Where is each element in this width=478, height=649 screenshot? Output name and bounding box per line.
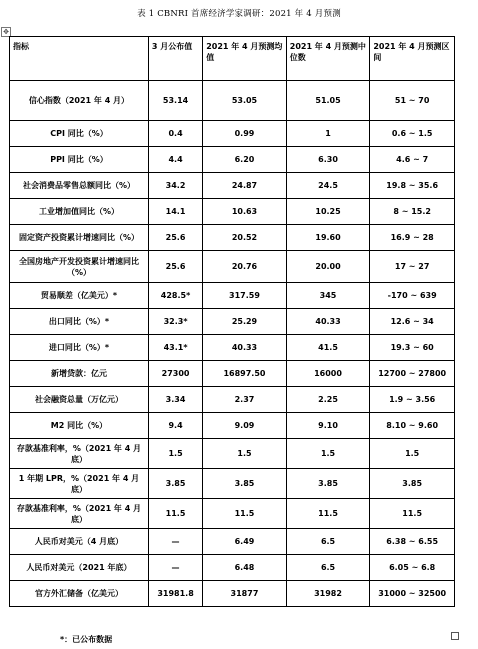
row-march-value-cell: 25.6 [148,225,202,251]
row-indicator-cell: 存款基准利率，%（2021 年 4 月底） [10,439,149,469]
table-row [10,225,455,251]
row-forecast-median-cell: 1 [286,121,370,147]
row-forecast-range-cell: 31000 ~ 32500 [370,581,455,607]
row-forecast-mean-cell: 20.76 [203,251,287,283]
table-move-handle-icon[interactable]: ✥ [1,27,11,37]
row-forecast-range-cell: 8.10 ~ 9.60 [370,413,455,439]
table-row [10,529,455,555]
row-forecast-median-cell: 16000 [286,361,370,387]
header-forecast-range: 2021 年 4 月预测区间 [370,37,455,81]
row-forecast-median-cell: 2.25 [286,387,370,413]
row-forecast-mean-cell: 10.63 [203,199,287,225]
row-forecast-mean-cell: 16897.50 [203,361,287,387]
table-row [10,283,455,309]
row-march-value-cell: 3.34 [148,387,202,413]
row-indicator-cell: 社会融资总量（万亿元） [10,387,149,413]
row-forecast-mean-cell: 3.85 [203,469,287,499]
table-row [10,121,455,147]
row-forecast-mean-cell: 6.48 [203,555,287,581]
forecast-table [9,36,455,607]
table-row [10,361,455,387]
row-indicator-cell: M2 同比（%） [10,413,149,439]
row-forecast-median-cell: 19.60 [286,225,370,251]
table-row [10,499,455,529]
row-forecast-median-cell: 3.85 [286,469,370,499]
row-forecast-range-cell: 11.5 [370,499,455,529]
table-row [10,251,455,283]
row-forecast-mean-cell: 6.49 [203,529,287,555]
table-row [10,335,455,361]
row-indicator-cell: 信心指数（2021 年 4 月） [10,81,149,121]
row-march-value-cell: 3.85 [148,469,202,499]
table-caption: 表 1 CBNRI 首席经济学家调研：2021 年 4 月预测 [137,9,341,19]
row-march-value-cell: 1.5 [148,439,202,469]
row-forecast-range-cell: 6.05 ~ 6.8 [370,555,455,581]
row-forecast-median-cell: 9.10 [286,413,370,439]
row-forecast-median-cell: 10.25 [286,199,370,225]
table-row [10,81,455,121]
row-indicator-cell: 全国房地产开发投资累计增速同比（%） [10,251,149,283]
header-indicator: 指标 [10,37,149,81]
row-forecast-median-cell: 20.00 [286,251,370,283]
row-forecast-range-cell: 16.9 ~ 28 [370,225,455,251]
table-row [10,173,455,199]
row-march-value-cell: 43.1* [148,335,202,361]
row-forecast-range-cell: 17 ~ 27 [370,251,455,283]
row-march-value-cell: 31981.8 [148,581,202,607]
row-indicator-cell: PPI 同比（%） [10,147,149,173]
row-forecast-median-cell: 41.5 [286,335,370,361]
row-forecast-mean-cell: 11.5 [203,499,287,529]
row-indicator-cell: 人民币对美元（2021 年底） [10,555,149,581]
row-forecast-mean-cell: 53.05 [203,81,287,121]
table-footnote: *：已公布数据 [60,635,113,644]
row-march-value-cell: 32.3* [148,309,202,335]
row-forecast-median-cell: 31982 [286,581,370,607]
table-row [10,581,455,607]
row-forecast-range-cell: 4.6 ~ 7 [370,147,455,173]
row-forecast-range-cell: 19.3 ~ 60 [370,335,455,361]
table-header-row [10,37,455,81]
row-forecast-median-cell: 40.33 [286,309,370,335]
row-forecast-median-cell: 6.30 [286,147,370,173]
row-forecast-range-cell: 51 ~ 70 [370,81,455,121]
table-row [10,439,455,469]
row-forecast-range-cell: 8 ~ 15.2 [370,199,455,225]
row-forecast-median-cell: 345 [286,283,370,309]
row-march-value-cell: 428.5* [148,283,202,309]
table-row [10,147,455,173]
row-forecast-mean-cell: 24.87 [203,173,287,199]
table-resize-handle[interactable] [451,632,459,640]
row-forecast-mean-cell: 6.20 [203,147,287,173]
row-indicator-cell: 社会消费品零售总额同比（%） [10,173,149,199]
table-row [10,469,455,499]
row-forecast-mean-cell: 317.59 [203,283,287,309]
row-forecast-range-cell: 12700 ~ 27800 [370,361,455,387]
row-indicator-cell: 出口同比（%）* [10,309,149,335]
row-indicator-cell: 进口同比（%）* [10,335,149,361]
row-forecast-mean-cell: 9.09 [203,413,287,439]
row-forecast-range-cell: -170 ~ 639 [370,283,455,309]
header-forecast-mean: 2021 年 4 月预测均值 [203,37,287,81]
row-march-value-cell: 25.6 [148,251,202,283]
row-march-value-cell: 4.4 [148,147,202,173]
row-march-value-cell: — [148,529,202,555]
row-indicator-cell: 新增贷款：亿元 [10,361,149,387]
row-indicator-cell: 贸易顺差（亿美元）* [10,283,149,309]
row-forecast-median-cell: 51.05 [286,81,370,121]
row-forecast-mean-cell: 0.99 [203,121,287,147]
table-row [10,555,455,581]
row-march-value-cell: — [148,555,202,581]
table-row [10,199,455,225]
row-forecast-range-cell: 1.5 [370,439,455,469]
table-row [10,309,455,335]
row-forecast-mean-cell: 31877 [203,581,287,607]
row-forecast-mean-cell: 25.29 [203,309,287,335]
row-march-value-cell: 27300 [148,361,202,387]
row-indicator-cell: 官方外汇储备（亿美元） [10,581,149,607]
row-forecast-range-cell: 3.85 [370,469,455,499]
row-forecast-median-cell: 11.5 [286,499,370,529]
row-indicator-cell: 固定资产投资累计增速同比（%） [10,225,149,251]
row-forecast-range-cell: 19.8 ~ 35.6 [370,173,455,199]
row-indicator-cell: 工业增加值同比（%） [10,199,149,225]
row-forecast-mean-cell: 40.33 [203,335,287,361]
row-forecast-range-cell: 12.6 ~ 34 [370,309,455,335]
row-forecast-median-cell: 6.5 [286,529,370,555]
row-forecast-median-cell: 6.5 [286,555,370,581]
row-march-value-cell: 11.5 [148,499,202,529]
row-forecast-mean-cell: 2.37 [203,387,287,413]
row-march-value-cell: 34.2 [148,173,202,199]
table-row [10,413,455,439]
header-march-value: 3 月公布值 [148,37,202,81]
row-march-value-cell: 53.14 [148,81,202,121]
row-indicator-cell: 人民币对美元（4 月底） [10,529,149,555]
row-forecast-median-cell: 1.5 [286,439,370,469]
row-indicator-cell: 存款基准利率，%（2021 年 4 月底） [10,499,149,529]
row-forecast-range-cell: 6.38 ~ 6.55 [370,529,455,555]
row-forecast-median-cell: 24.5 [286,173,370,199]
row-march-value-cell: 0.4 [148,121,202,147]
row-indicator-cell: CPI 同比（%） [10,121,149,147]
row-march-value-cell: 9.4 [148,413,202,439]
row-forecast-range-cell: 1.9 ~ 3.56 [370,387,455,413]
table-row [10,387,455,413]
row-forecast-range-cell: 0.6 ~ 1.5 [370,121,455,147]
row-forecast-mean-cell: 20.52 [203,225,287,251]
header-forecast-median: 2021 年 4 月预测中位数 [286,37,370,81]
row-forecast-mean-cell: 1.5 [203,439,287,469]
row-indicator-cell: 1 年期 LPR，%（2021 年 4 月底） [10,469,149,499]
row-march-value-cell: 14.1 [148,199,202,225]
